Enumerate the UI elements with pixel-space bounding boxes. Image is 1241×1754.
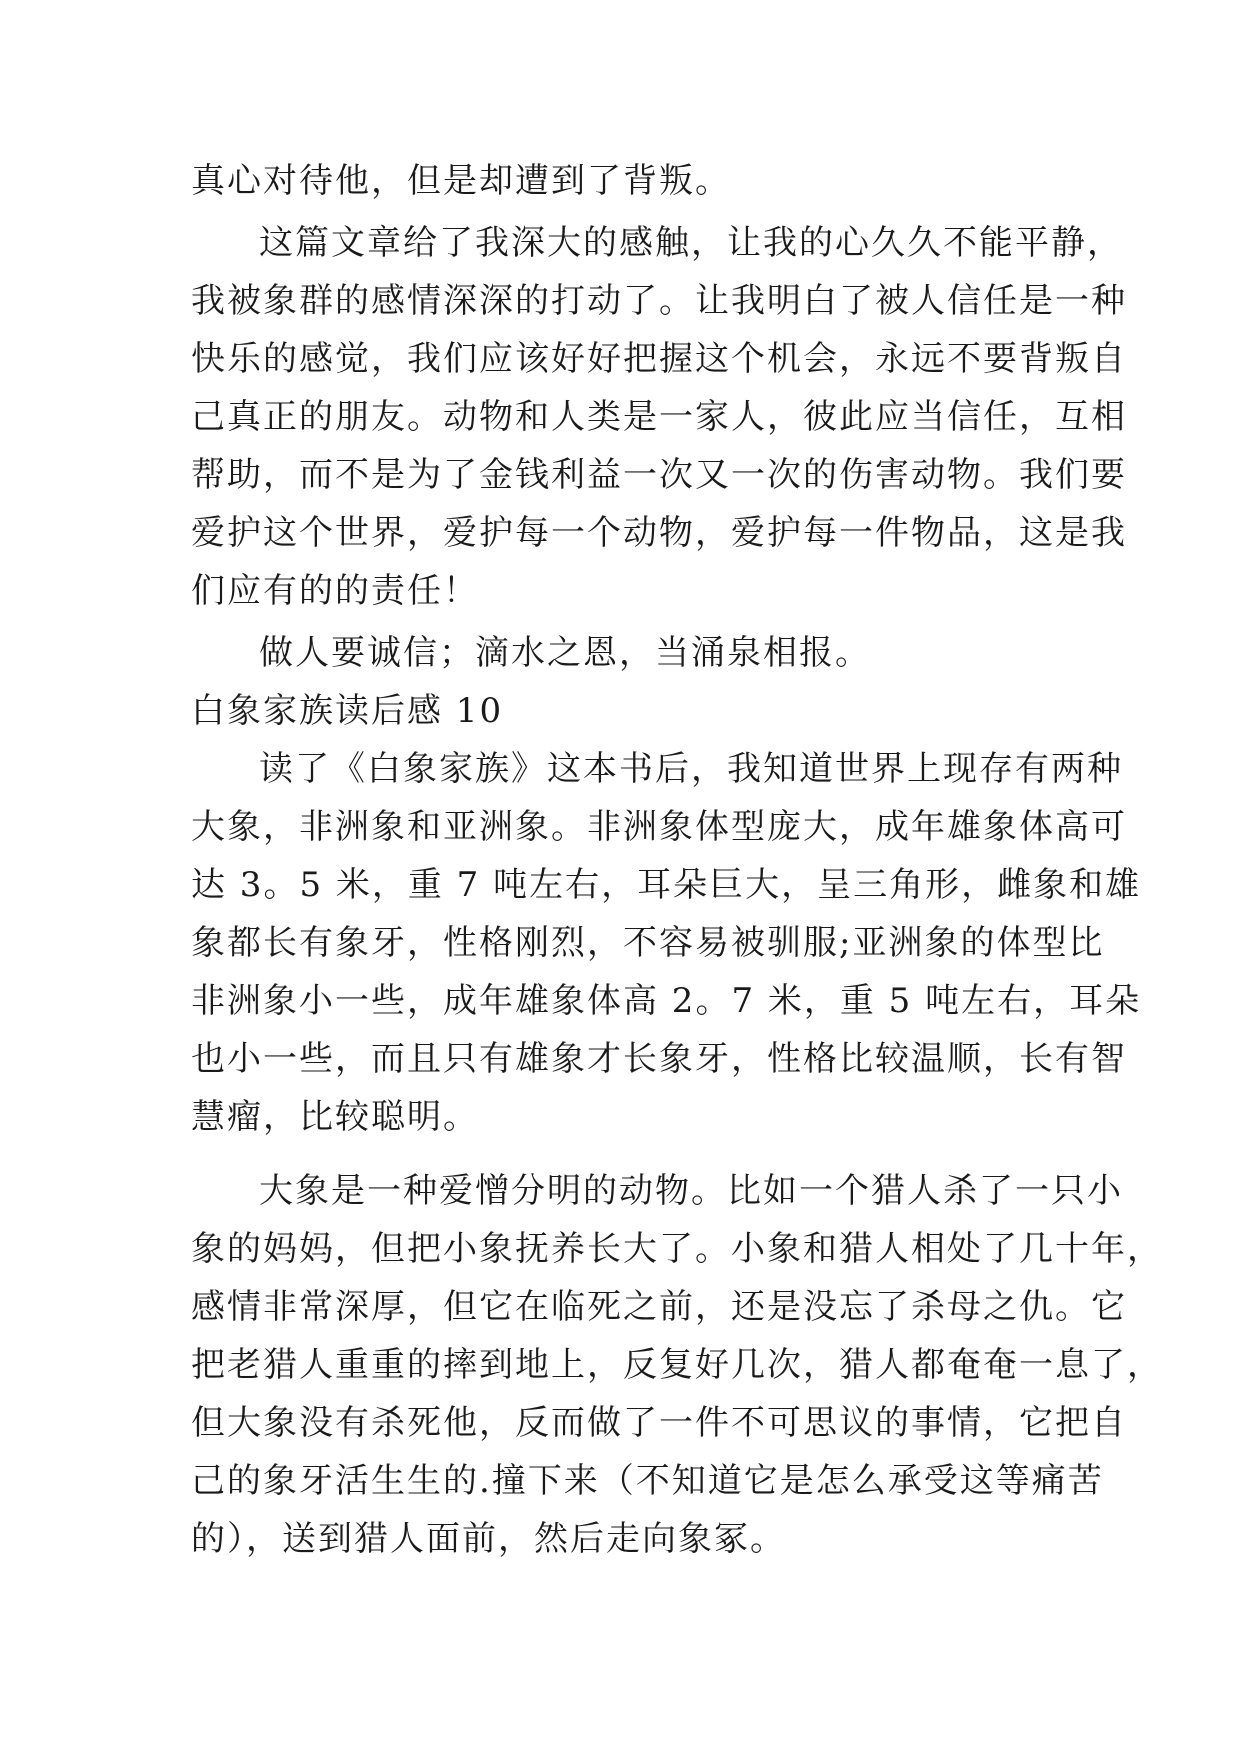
text-line: 爱护这个世界，爱护每一个动物，爱护每一件物品，这是我	[191, 513, 1127, 553]
text-line: 象都长有象牙，性格刚烈，不容易被驯服;亚洲象的体型比	[191, 923, 1105, 963]
text-line: 感情非常深厚，但它在临死之前，还是没忘了杀母之仇。它	[191, 1287, 1127, 1327]
text-line: 非洲象小一些，成年雄象体高 2。7 米，重 5 吨左右，耳朵	[191, 981, 1142, 1021]
text-line: 快乐的感觉，我们应该好好把握这个机会，永远不要背叛自	[191, 339, 1127, 379]
paragraph-first-line: 做人要诚信；滴水之恩，当涌泉相报。	[259, 633, 871, 673]
text-line: 大象，非洲象和亚洲象。非洲象体型庞大，成年雄象体高可	[191, 807, 1127, 847]
text-line: 也小一些，而且只有雄象才长象牙，性格比较温顺，长有智	[191, 1039, 1127, 1079]
text-line: 我被象群的感情深深的打动了。让我明白了被人信任是一种	[191, 281, 1127, 321]
text-line: 己的象牙活生生的.撞下来（不知道它是怎么承受这等痛苦	[191, 1461, 1104, 1501]
document-body	[191, 152, 1163, 1568]
text-line: 把老猎人重重的摔到地上，反复好几次，猎人都奄奄一息了，	[191, 1345, 1163, 1385]
section-title: 白象家族读后感 10	[191, 691, 504, 731]
paragraph-first-line: 大象是一种爱憎分明的动物。比如一个猎人杀了一只小	[259, 1171, 1123, 1211]
text-line: 达 3。5 米，重 7 吨左右，耳朵巨大，呈三角形，雌象和雄	[191, 865, 1142, 905]
text-line: 们应有的的责任！	[191, 571, 479, 611]
text-line: 真心对待他，但是却遭到了背叛。	[191, 161, 731, 201]
paragraph-first-line: 读了《白象家族》这本书后，我知道世界上现存有两种	[259, 749, 1123, 789]
text-line: 己真正的朋友。动物和人类是一家人，彼此应当信任，互相	[191, 397, 1127, 437]
text-line: 的），送到猎人面前，然后走向象冢。	[191, 1519, 786, 1559]
text-line: 但大象没有杀死他，反而做了一件不可思议的事情，它把自	[191, 1403, 1127, 1443]
paragraph-first-line: 这篇文章给了我深大的感触，让我的心久久不能平静，	[259, 223, 1123, 263]
text-line: 慧瘤，比较聪明。	[191, 1097, 479, 1137]
text-line: 象的妈妈，但把小象抚养长大了。小象和猎人相处了几十年，	[191, 1229, 1163, 1269]
text-line: 帮助，而不是为了金钱利益一次又一次的伤害动物。我们要	[191, 455, 1127, 495]
